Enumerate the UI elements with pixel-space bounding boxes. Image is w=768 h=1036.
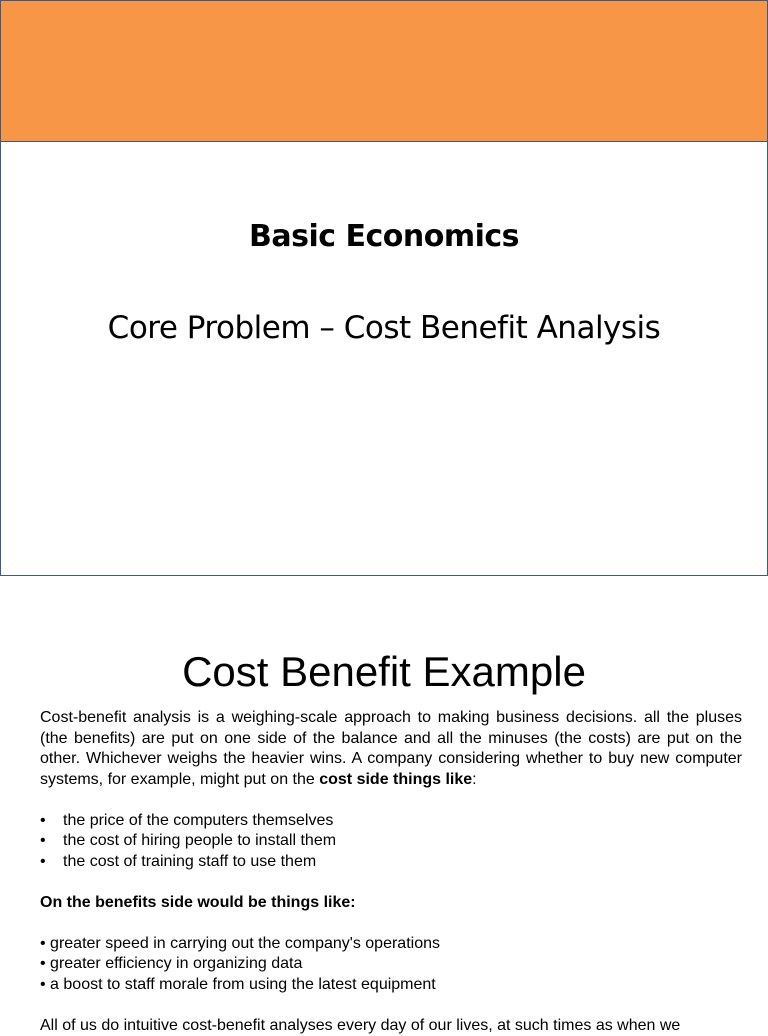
slide-header-bar (1, 1, 767, 142)
list-item: • a boost to staff morale from using the latest equipment (40, 975, 742, 996)
list-item: • greater speed in carrying out the company's operations (40, 934, 742, 955)
content-body (40, 708, 742, 1036)
content-slide-title: Cost Benefit Example (0, 648, 768, 696)
slide-subtitle: Core Problem – Cost Benefit Analysis (1, 310, 767, 346)
list-item: • the cost of training staff to use them (40, 852, 742, 873)
benefits-heading: On the benefits side would be things like: (40, 893, 742, 914)
cost-list (40, 811, 742, 873)
intro-end: : (472, 771, 476, 788)
intro-text: Cost-benefit analysis is a weighing-scale approach to making business decisions. all the pluses (the benefits) are put on one side of the balance and all the minuses (the costs) are put on the other. Whichever weighs the heavier wins. A company considering whether to buy new computer systems, for example, might put on the (40, 709, 742, 788)
list-item: • the cost of hiring people to install them (40, 831, 742, 852)
intro-bold-text: cost side things like (319, 771, 472, 788)
list-item: • the price of the computers themselves (40, 811, 742, 832)
benefits-list (40, 934, 742, 996)
intro-paragraph (40, 708, 742, 790)
bullet-icon: • (40, 852, 46, 873)
content-slide (0, 576, 768, 1024)
slide-title: Basic Economics (1, 219, 767, 254)
bullet-icon: • (40, 831, 46, 852)
list-item: • greater efficiency in organizing data (40, 954, 742, 975)
closing-paragraph: All of us do intuitive cost-benefit analyses every day of our lives, at such times as when we (40, 1016, 742, 1036)
bullet-icon: • (40, 811, 46, 832)
